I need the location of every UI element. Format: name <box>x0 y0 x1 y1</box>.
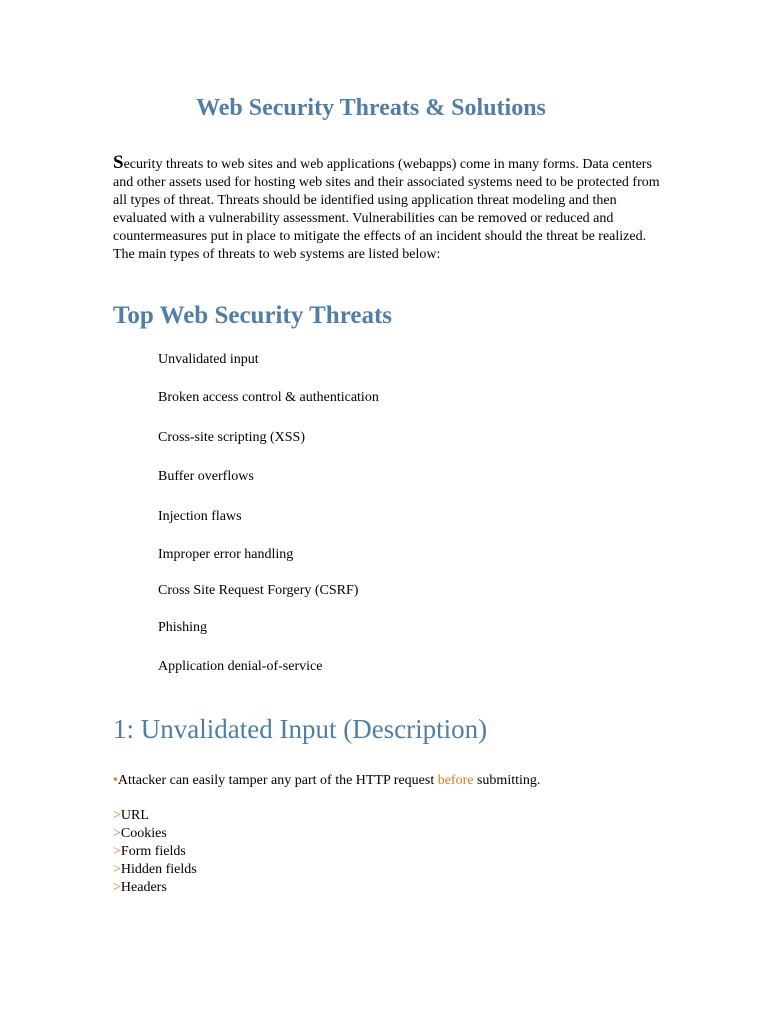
arrow-marker-icon: > <box>113 844 121 859</box>
list-item <box>113 807 197 825</box>
part-label: Hidden fields <box>120 862 197 877</box>
intro-text: ecurity threats to web sites and web applications (webapps) come in many forms. Data centers and other assets used for hosting web sites and their associated systems need to be protected from all types of threat. Threats should be identified using application threat modeling and then evaluated with a vulnerability assessment. Vulnerabilities can be removed or reduced and countermeasures put in place to mitigate the effects of an incident should the threat be realized. The main types of threats to web systems are listed below: <box>113 157 660 262</box>
part-label: Cookies <box>120 826 167 841</box>
attacker-text-after: submitting. <box>473 773 541 788</box>
arrow-marker-icon: > <box>113 880 121 895</box>
threat-item: Unvalidated input <box>158 352 259 367</box>
list-item <box>113 843 197 861</box>
arrow-marker-icon: > <box>113 808 121 823</box>
threat-item: Application denial-of-service <box>158 659 323 674</box>
list-item <box>113 825 197 843</box>
threat-item: Buffer overflows <box>158 469 254 484</box>
threat-item: Phishing <box>158 620 208 635</box>
threat-item: Injection flaws <box>158 509 242 524</box>
section-heading-unvalidated-input: 1: Unvalidated Input (Description) <box>113 714 488 744</box>
document-title: Web Security Threats & Solutions <box>196 95 546 121</box>
intro-paragraph <box>113 152 663 264</box>
arrow-marker-icon: > <box>113 862 121 877</box>
part-label: Form fields <box>120 844 186 859</box>
list-item <box>113 879 197 897</box>
list-item <box>113 861 197 879</box>
threat-item: Broken access control & authentication <box>158 390 379 405</box>
threat-item: Cross Site Request Forgery (CSRF) <box>158 583 359 598</box>
attacker-text-before: Attacker can easily tamper any part of the HTTP request <box>117 773 438 788</box>
highlight-before: before <box>437 773 474 788</box>
attacker-statement <box>113 772 540 790</box>
threat-item: Improper error handling <box>158 547 294 562</box>
bullet-icon: • <box>113 773 118 788</box>
arrow-marker-icon: > <box>113 826 121 841</box>
threat-item: Cross-site scripting (XSS) <box>158 430 305 445</box>
intro-dropcap: S <box>113 152 124 173</box>
part-label: URL <box>120 808 149 823</box>
threats-heading: Top Web Security Threats <box>113 302 392 329</box>
part-label: Headers <box>120 880 167 895</box>
request-parts-list <box>113 807 197 897</box>
